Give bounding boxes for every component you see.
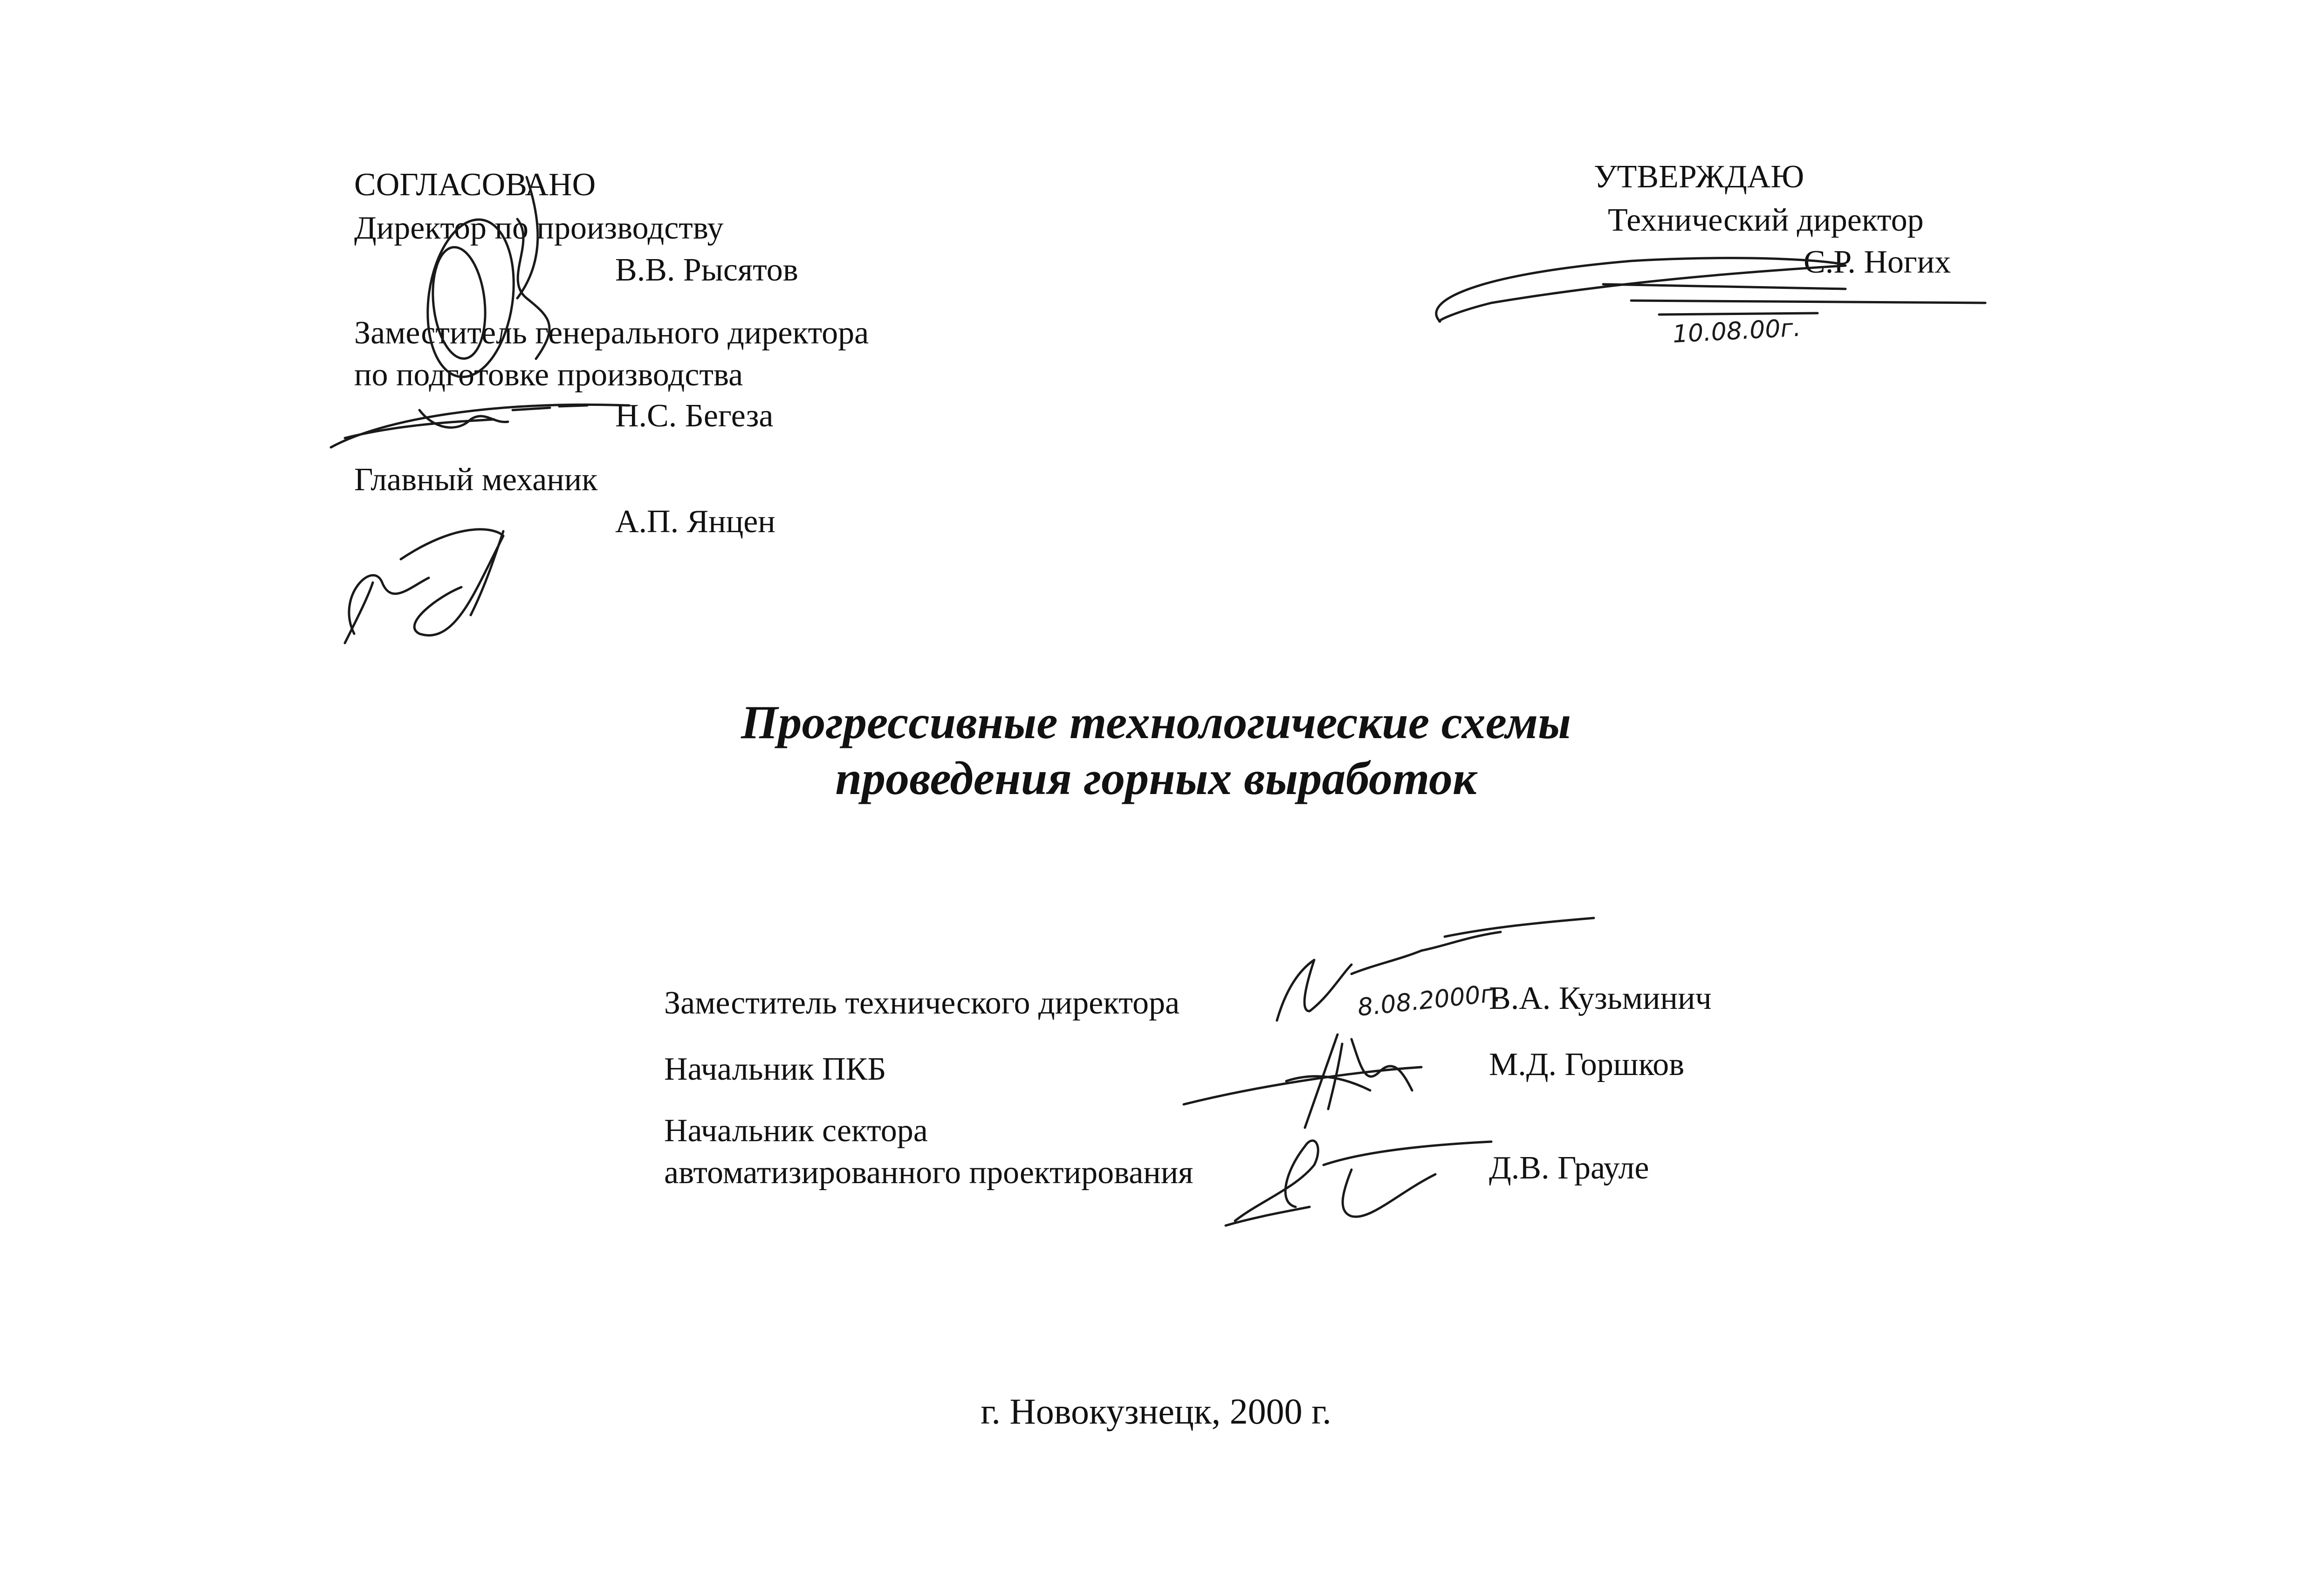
approve-handwritten-date: 10.08.00г. [1672,314,1802,349]
signature-rysyatov [418,177,549,383]
deputy-handwritten-date: 8.08.2000г. [1356,979,1502,1022]
document-title-line2: проведения горных выработок [835,752,1477,805]
signature-yantsen [345,529,503,643]
signatory-position-deputy-td: Заместитель технического директора [664,985,1180,1021]
approve-name: С.Р. Ногих [1804,244,1951,280]
document-title-line1: Прогрессивные технологические схемы [741,696,1571,749]
approval-heading: СОГЛАСОВАНО [354,167,596,203]
signatory-name-sector-head: Д.В. Грауле [1489,1150,1649,1186]
signature-graule [1226,1141,1491,1226]
signatory-position-sector-head-line2: автоматизированного проектирования [664,1155,1194,1191]
signatory-name-pkb-head: М.Д. Горшков [1489,1047,1685,1082]
approval-position-production-director: Директор по производству [354,210,724,246]
approval-position-deputy-gd-line2: по подготовке производства [354,357,743,393]
approval-position-chief-mechanic: Главный механик [354,462,598,498]
approval-name-production-director: В.В. Рысятов [615,252,798,288]
signatory-position-pkb-head: Начальник ПКБ [664,1051,886,1087]
approval-position-deputy-gd-line1: Заместитель генерального директора [354,315,869,351]
approve-heading: УТВЕРЖДАЮ [1594,159,1804,195]
signatory-name-deputy-td: В.А. Кузьминич [1489,980,1712,1016]
signature-begeza [331,404,629,447]
approval-name-chief-mechanic: А.П. Янцен [615,504,775,540]
city-year: г. Новокузнецк, 2000 г. [981,1391,1331,1432]
approve-position: Технический директор [1608,202,1924,238]
signature-gorshkov [1184,1034,1421,1128]
approval-name-deputy-gd: Н.С. Бегеза [615,398,774,434]
signatory-position-sector-head-line1: Начальник сектора [664,1113,928,1149]
